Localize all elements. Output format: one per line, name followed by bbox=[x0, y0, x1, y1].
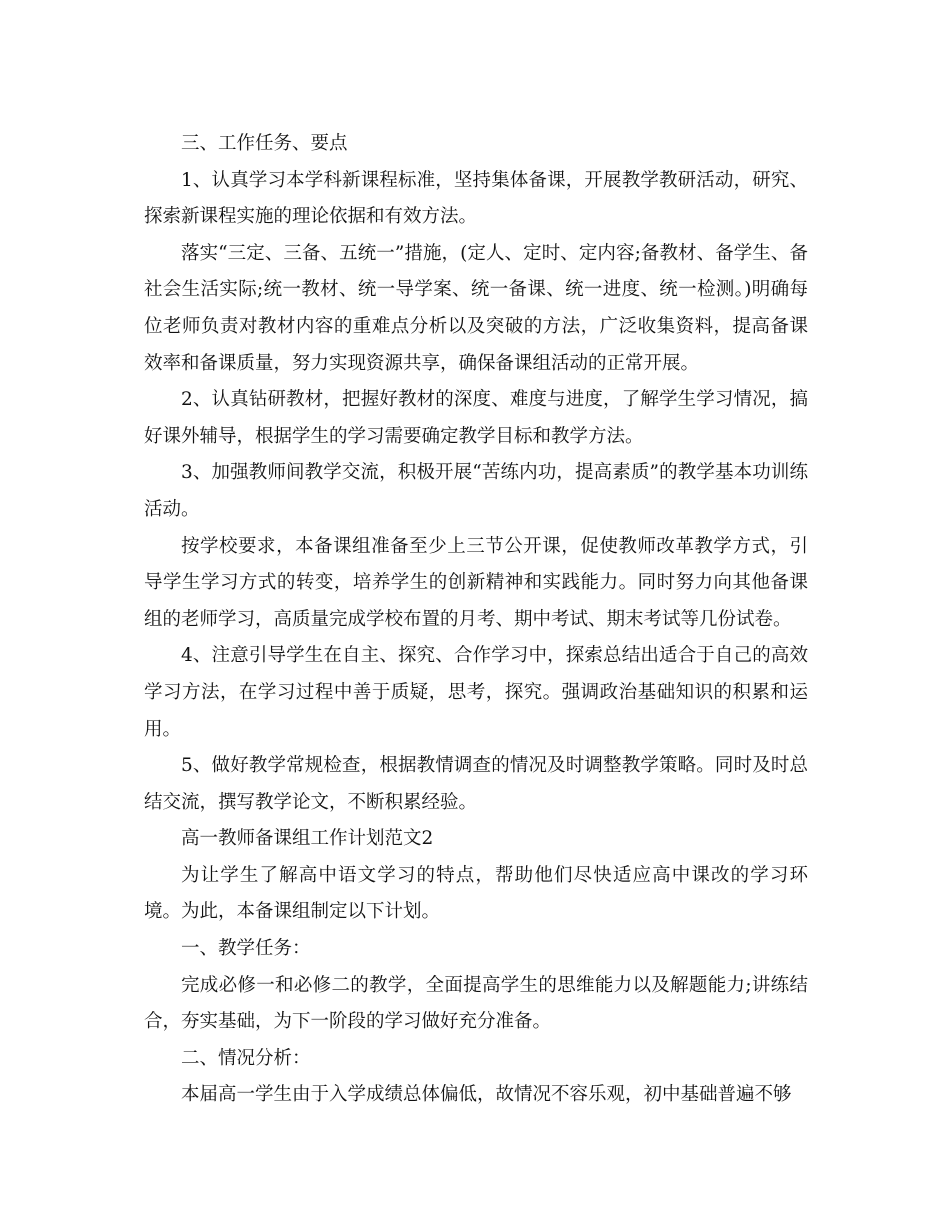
paragraph-teaching-tasks: 完成必修一和必修二的教学，全面提高学生的思维能力以及解题能力;讲练结合，夯实基础，为下一阶段的学习做好充分准备。 bbox=[144, 974, 808, 1033]
paragraph-open-class: 按学校要求，本备课组准备至少上三节公开课，促使教师改革教学方式，引导学生学习方式的转变，培养学生的创新精神和实践能力。同时努力向其他备课组的老师学习，高质量完成学校布置的月考、期中考试、期末考试等几份试卷。 bbox=[144, 535, 808, 630]
document-body bbox=[144, 126, 808, 1114]
document-subtitle: 高一教师备课组工作计划范文2 bbox=[181, 828, 434, 850]
section-heading-tasks: 三、工作任务、要点 bbox=[181, 133, 348, 154]
paragraph-situation: 本届高一学生由于入学成绩总体偏低，故情况不容乐观，初中基础普遍不够 bbox=[181, 1084, 792, 1106]
paragraph-item-3: 3、加强教师间教学交流，积极开展“苦练内功，提高素质”的教学基本功训练活动。 bbox=[144, 462, 808, 520]
paragraph-item-5: 5、做好教学常规检查，根据教情调查的情况及时调整教学策略。同时及时总结交流，撰写教学论文，不断积累经验。 bbox=[144, 755, 808, 813]
paragraph-item-1: 1、认真学习本学科新课程标准，坚持集体备课，开展教学教研活动，研究、探索新课程实施的理论依据和有效方法。 bbox=[144, 169, 808, 228]
paragraph-item-4: 4、注意引导学生在自主、探究、合作学习中，探索总结出适合于自己的高效学习方法，在学习过程中善于质疑，思考，探究。强调政治基础知识的积累和运用。 bbox=[144, 645, 808, 740]
paragraph-intro: 为让学生了解高中语文学习的特点，帮助他们尽快适应高中课改的学习环境。为此，本备课组制定以下计划。 bbox=[144, 864, 808, 923]
paragraph-item-2: 2、认真钻研教材，把握好教材的深度、难度与进度，了解学生学习情况，搞好课外辅导，根据学生的学习需要确定教学目标和教学方法。 bbox=[144, 389, 808, 447]
paragraph-measures: 落实“三定、三备、五统一”措施，(定人、定时、定内容;备教材、备学生、备社会生活实际;统一教材、统一导学案、统一备课、统一进度、统一检测。)明确每位老师负责对教材内容的重难点分析以及突破的方法，广泛收集资料，提高备课效率和备课质量，努力实现资源共享，确保备课组活动的正常开展。 bbox=[144, 242, 808, 374]
section-heading-teaching-tasks: 一、教学任务： bbox=[181, 938, 311, 960]
section-heading-situation: 二、情况分析： bbox=[181, 1047, 311, 1069]
